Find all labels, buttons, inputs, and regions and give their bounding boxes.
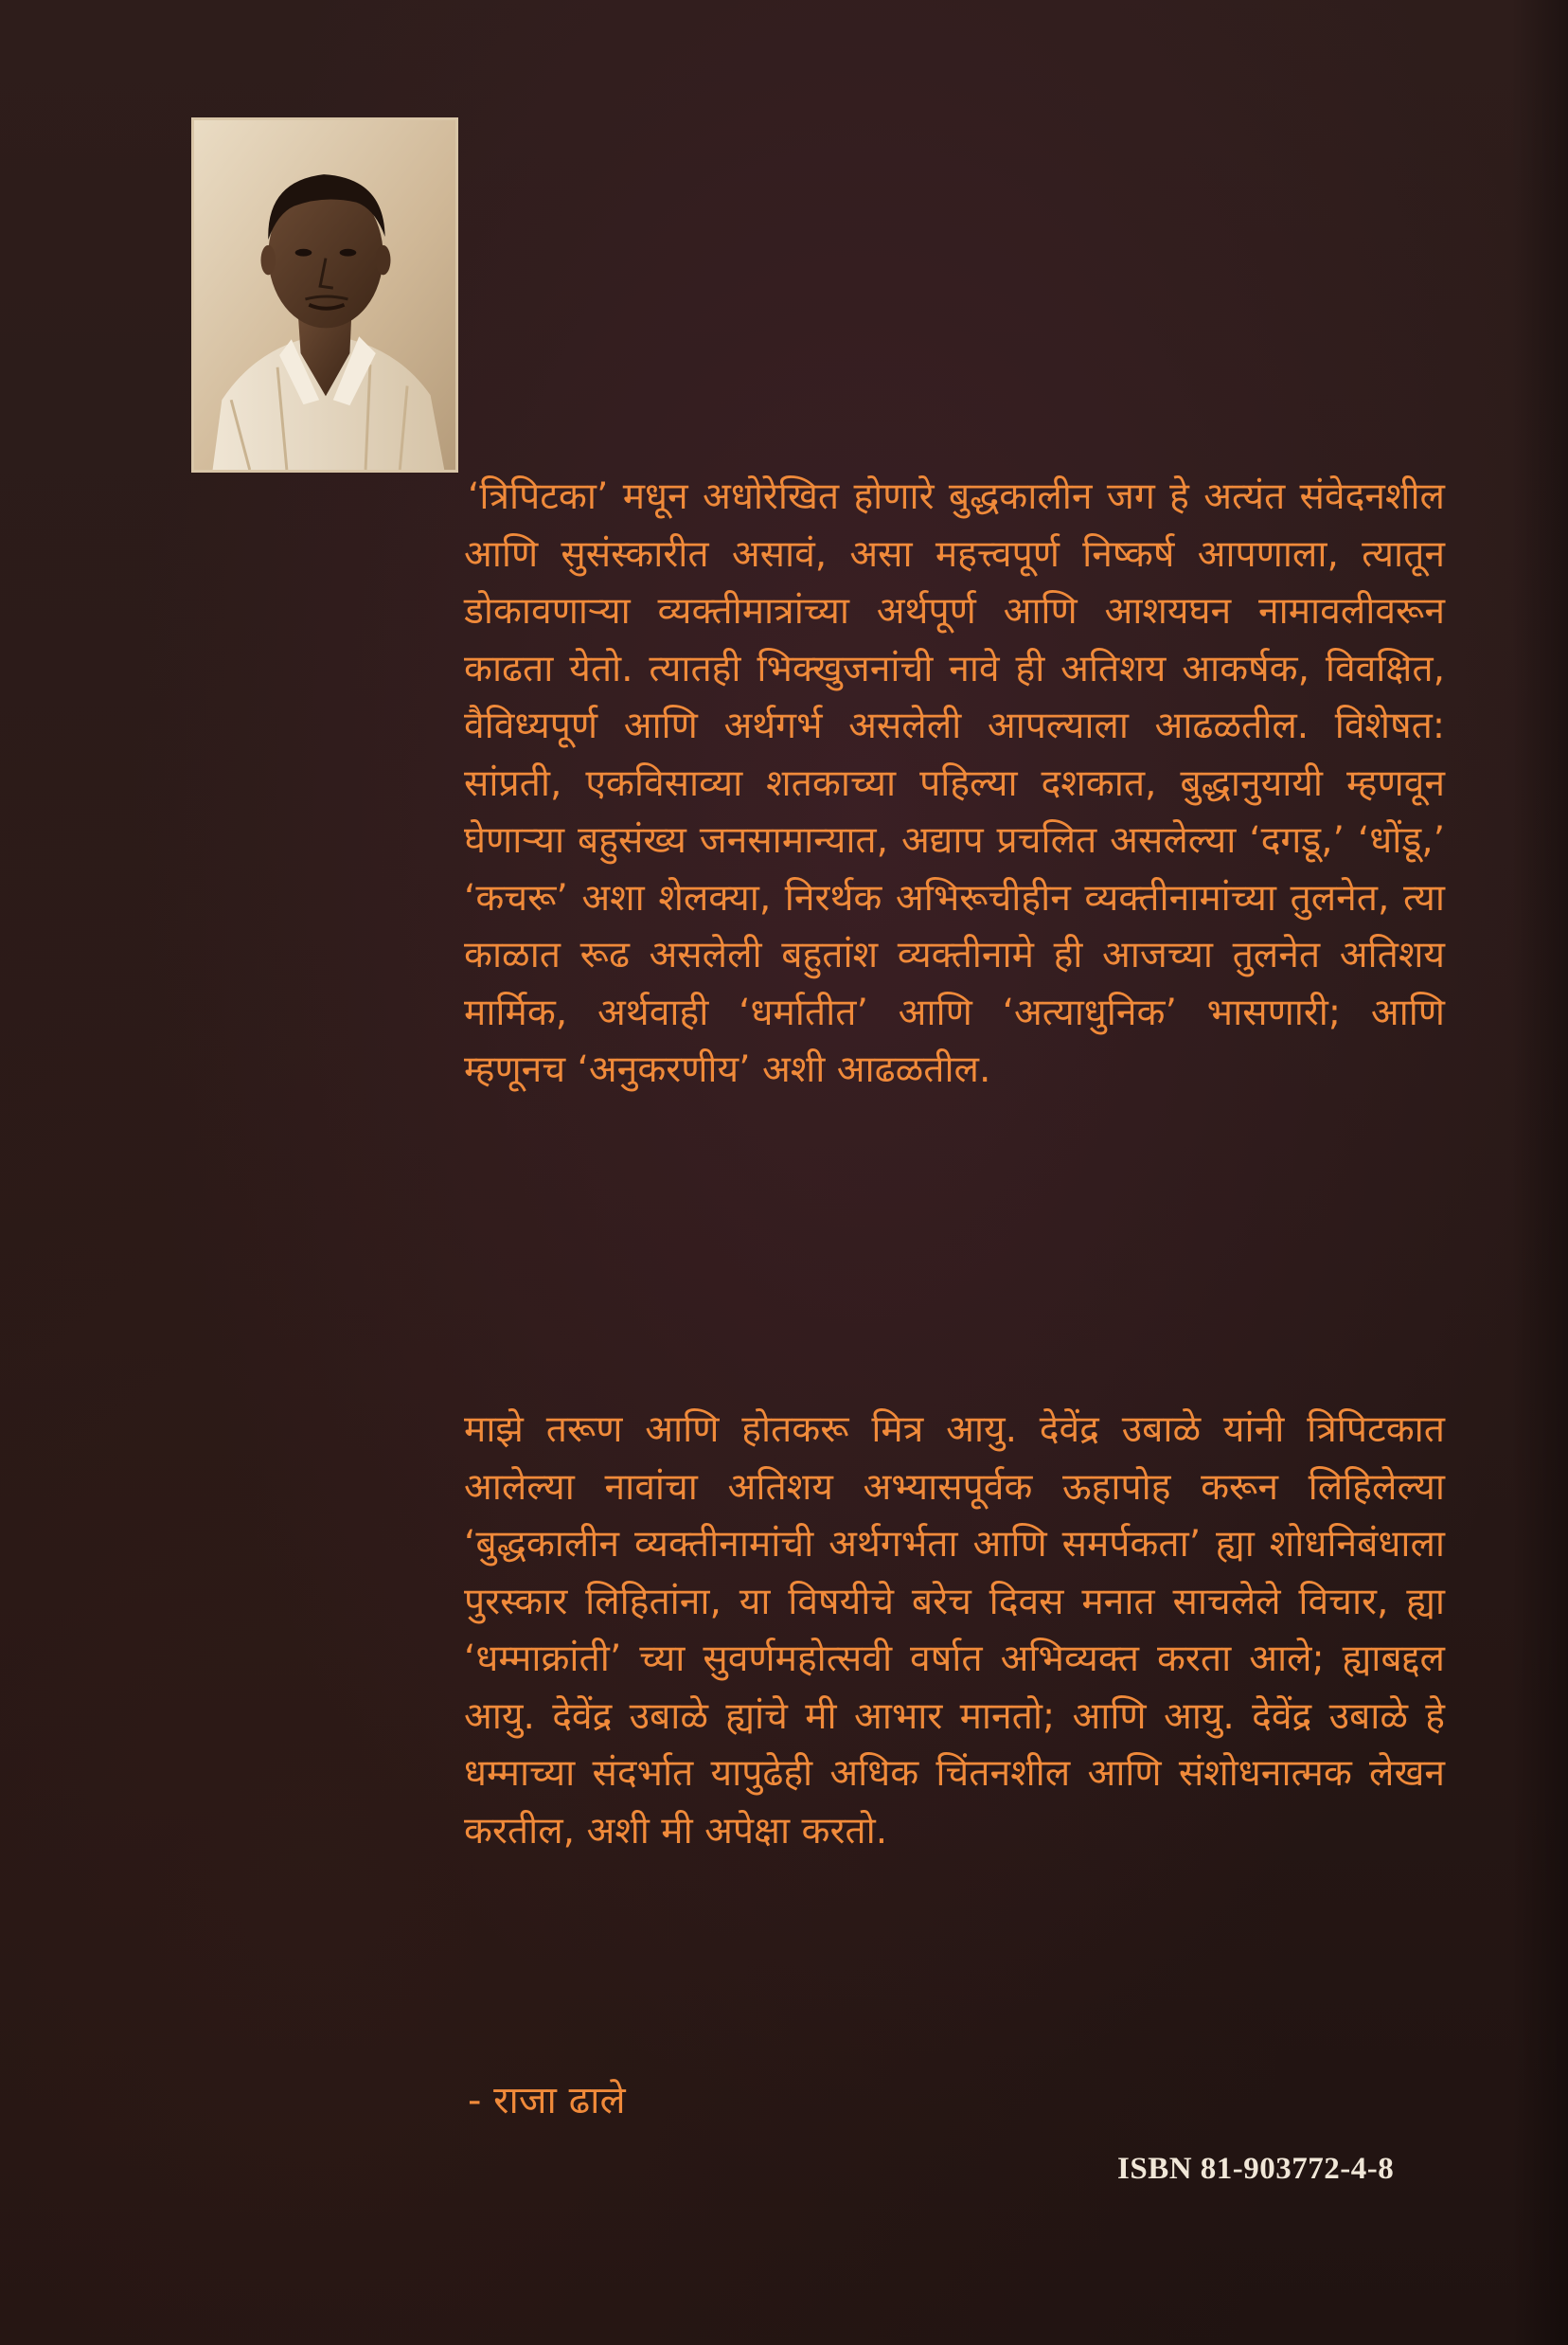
portrait-image	[194, 120, 455, 470]
blurb-paragraph-2: माझे तरूण आणि होतकरू मित्र आयु. देवेंद्र उबाळे यांनी त्रिपिटकात आलेल्या नावांचा अतिशय अभ्यासपूर्वक ऊहापोह करून लिहिलेल्या ‘बुद्धकालीन व्यक्तीनामांची अर्थगर्भता आणि समर्पकता’ ह्या शोधनिबंधाला पुरस्कार लिहितांना, या विषयीचे बरेच दिवस मनात साचलेले विचार, ह्या ‘धम्माक्रांती’ च्या सुवर्णमहोत्सवी वर्षात अभिव्यक्त करता आले; ह्याबद्दल आयु. देवेंद्र उबाळे ह्यांचे मी आभार मानतो; आणि आयु. देवेंद्र उबाळे हे धम्माच्या संदर्भात यापुढेही अधिक चिंतनशील आणि संशोधनात्मक लेखन करतील, अशी मी अपेक्षा करतो.	[464, 1408, 1445, 1853]
isbn-number: ISBN 81-903772-4-8	[1117, 2152, 1395, 2186]
spine-shadow	[1511, 0, 1568, 2345]
author-photo	[191, 117, 458, 473]
blurb-paragraph-1: ‘त्रिपिटका’ मधून अधोरेखित होणारे बुद्धकालीन जग हे अत्यंत संवेदनशील आणि सुसंस्कारीत असावं, असा महत्त्वपूर्ण निष्कर्ष आपणाला, त्यातून डोकावणाऱ्या व्यक्तीमात्रांच्या अर्थपूर्ण आणि आशयघन नामावलीवरून काढता येतो. त्यातही भिक्खुजनांची नावे ही अतिशय आकर्षक, विवक्षित, वैविध्यपूर्ण आणि अर्थगर्भ असलेली आपल्याला आढळतील. विशेषत: सांप्रती, एकविसाव्या शतकाच्या पहिल्या दशकात, बुद्धानुयायी म्हणवून घेणाऱ्या बहुसंख्य जनसामान्यात, अद्याप प्रचलित असलेल्या ‘दगडू,’ ‘धोंडू,’ ‘कचरू’ अशा शेलक्या, निरर्थक अभिरूचीहीन व्यक्तीनामांच्या तुलनेत, त्या काळात रूढ असलेली बहुतांश व्यक्तीनामे ही आजच्या तुलनेत अतिशय मार्मिक, अर्थवाही ‘धर्मातीत’ आणि ‘अत्याधुनिक’ भासणारी; आणि म्हणूनच ‘अनुकरणीय’ अशी आढळतील.	[464, 475, 1445, 1091]
author-signature: - राजा ढाले	[468, 2079, 626, 2122]
